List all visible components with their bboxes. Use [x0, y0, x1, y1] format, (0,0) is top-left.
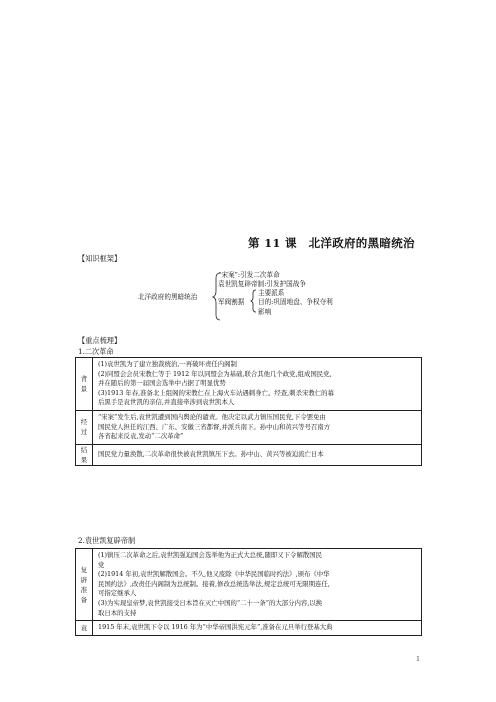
page-number: 1 [416, 656, 420, 663]
framework-branch-song-case: “宋案”:引发二次革命 [218, 271, 280, 279]
framework-item-purpose: 目的:巩固地盘、争权夺利 [258, 298, 333, 306]
section2-title: 袁世凯复辟帝制 [84, 536, 136, 545]
section2-number: 2. [78, 536, 85, 545]
key-points-heading: 【重点梳理】 [78, 336, 122, 345]
row-label-process: 经过 [76, 410, 93, 444]
row-label-yuan: 袁 [76, 621, 93, 636]
framework-branch-restoration: 袁世凯复辟帝制:引发护国战争 [218, 280, 306, 288]
framework-item-factions: 主要派系 [258, 289, 285, 297]
table-restoration [75, 548, 422, 636]
framework-root: 北洋政府的黑暗统治 [138, 293, 198, 301]
row-label-result: 结果 [76, 444, 93, 465]
row-label-background: 背景 [76, 358, 93, 411]
table-row [76, 621, 422, 636]
section2-heading [78, 536, 135, 546]
framework-branch-warlords: 军阀割据 [218, 298, 245, 306]
knowledge-framework-heading: 【知识框架】 [78, 254, 122, 263]
row-content-preparation: (1)镇压二次革命之后,袁世凯强迫国会选举他为正式大总统,随即又下令解散国民 党 (2)1914 年初,袁世凯解散国会。不久,他又废除《中华民国临时约法》,颁布《中华 民国约法》,改责任内阁制为总统制。接着,修改总统选举法,规定总统可无限期连任, 可指定继承人 (3)为实现皇帝梦,袁世凯接受日本旨在灭亡中国的“二十一条”的大部分内容,以换 取日本的支持 [93, 549, 422, 621]
table-row [76, 444, 422, 465]
row-content-result: 国民党力量涣散,二次革命很快被袁世凯镇压下去。孙中山、黄兴等被迫流亡日本 [93, 444, 422, 465]
table-row [76, 358, 422, 411]
table-second-revolution [75, 357, 422, 466]
section1-heading [78, 347, 114, 357]
table-row [76, 410, 422, 444]
section1-title: 二次革命 [84, 347, 114, 356]
table-row [76, 549, 422, 621]
lesson-title: 第 11 课 北洋政府的黑暗统治 [248, 236, 415, 250]
row-content-background: (1)袁世凯为了建立独裁统治,一再破坏责任内阁制 (2)同盟会会员宋教仁等于 1912 年以同盟会为基础,联合其他几个政党,组成国民党, 并在随后的第一届国会选举中占据了明显优势 (3)1913 年春,准备北上组阁的宋教仁在上海火车站遇刺身亡。经查,刺杀宋教仁的幕 后黑手是袁世凯的亲信,并直接牵涉到袁世凯本人 [93, 358, 422, 411]
row-content-yuan: 1915 年末,袁世凯下令以 1916 年为“中华帝国洪宪元年”,准备在元旦举行登基大典 [93, 621, 422, 636]
section1-number: 1. [78, 347, 85, 356]
row-label-preparation: 复辟准备 [76, 549, 93, 621]
row-content-process: “宋案”发生后,袁世凯遭到国内舆论的谴责。他决定以武力镇压国民党,下令罢免由 国民党人担任的江西、广东、安徽三省都督,并派兵南下。孙中山和黄兴等号召南方 各省起来反袁,发动“二次革命” [93, 410, 422, 444]
framework-item-impact: 影响 [258, 308, 272, 316]
